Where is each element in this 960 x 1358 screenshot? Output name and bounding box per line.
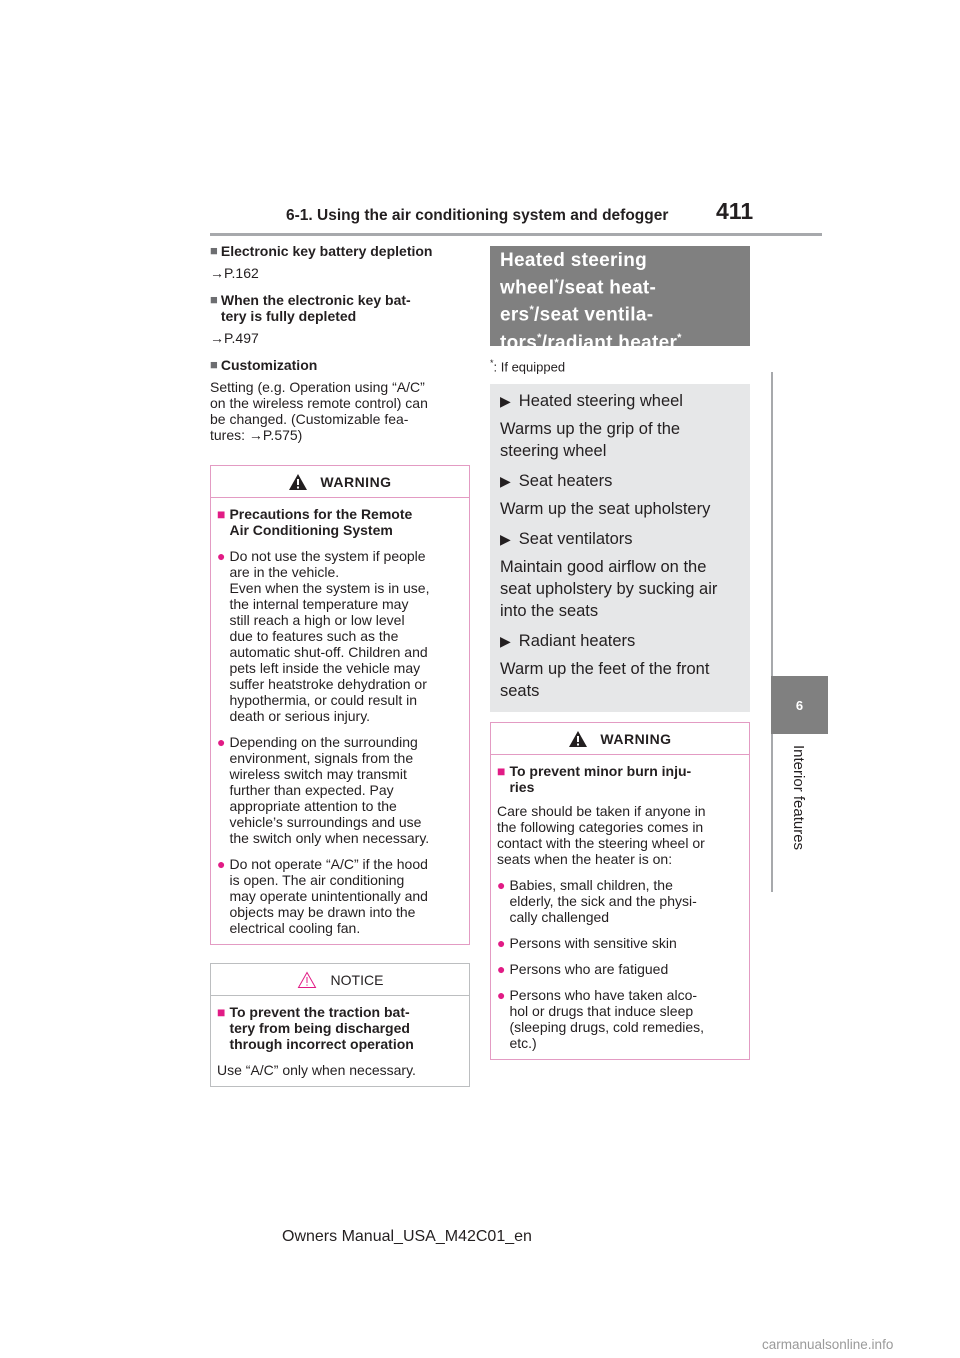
feature-title xyxy=(500,528,740,550)
feature-desc xyxy=(500,498,740,520)
text-line: hol or drugs that induce sleep xyxy=(509,1003,694,1020)
text-line: the internal temperature may xyxy=(229,596,409,612)
text-line: contact with the steering wheel or xyxy=(497,835,705,852)
watermark: carmanualsonline.info xyxy=(762,1337,894,1352)
notice-header xyxy=(211,964,469,996)
text-line: To prevent the traction bat- xyxy=(229,1004,410,1020)
sidebar-rule xyxy=(771,372,773,892)
footnote-text: : If equipped xyxy=(493,359,566,375)
banner-text: wheel xyxy=(500,277,555,299)
text-line: ries xyxy=(509,779,535,796)
asterisk: * xyxy=(677,331,682,344)
text-line: are in the vehicle. xyxy=(229,564,340,580)
bullet-text xyxy=(509,877,696,925)
text-line: Babies, small children, the xyxy=(509,877,673,894)
page-reference: →P.162 xyxy=(210,265,259,281)
text-line: into the seats xyxy=(500,602,599,621)
customization-text xyxy=(210,379,470,443)
asterisk: * xyxy=(537,331,542,344)
text-line: be changed. (Customizable fea- xyxy=(210,411,409,427)
text-line: pets left inside the vehicle may xyxy=(229,660,421,676)
text-line: vehicle’s surroundings and use xyxy=(229,814,422,830)
warning-bullet xyxy=(497,877,743,925)
text-line: steering wheel xyxy=(500,442,607,461)
banner-line: Heated steering xyxy=(500,250,648,271)
text-line: tery from being discharged xyxy=(229,1020,410,1036)
chapter-label: Interior features xyxy=(790,745,807,851)
section-title-line: tery is fully depleted xyxy=(220,308,357,324)
text-line: seats xyxy=(500,682,540,701)
text-line: Care should be taken if anyone in xyxy=(497,803,706,820)
section-title: Electronic key battery depletion xyxy=(220,243,433,259)
text-line: Warm up the seat upholstery xyxy=(500,500,711,519)
text-line: may operate unintentionally and xyxy=(229,888,428,904)
warning-bullet xyxy=(497,987,743,1051)
caution-triangle-icon xyxy=(297,971,317,989)
notice-label: NOTICE xyxy=(330,971,384,988)
banner-text: ers xyxy=(500,304,530,326)
text-line: Warm up the feet of the front xyxy=(500,660,710,679)
warning-bullet xyxy=(497,935,743,951)
asterisk: * xyxy=(490,358,494,368)
text-line: appropriate attention to the xyxy=(229,798,397,814)
text-line: Setting (e.g. Operation using “A/C” xyxy=(210,379,425,395)
square-bullet-icon: ■ xyxy=(217,506,226,522)
text-line: elderly, the sick and the physi- xyxy=(509,893,697,910)
footnote xyxy=(490,358,750,374)
warning-label: WARNING xyxy=(320,473,392,490)
text-line: is open. The air conditioning xyxy=(229,872,405,888)
chapter-label-wrap xyxy=(790,745,810,865)
warning-body xyxy=(211,498,469,944)
page-number: 411 xyxy=(716,198,754,224)
feature-title-text: Seat ventilators xyxy=(518,530,633,549)
triangle-bullet-icon: ▶ xyxy=(500,531,511,548)
warning-subhead-text xyxy=(509,763,691,795)
feature-title-text: Heated steering wheel xyxy=(518,392,683,411)
dot-bullet-icon: ● xyxy=(217,734,226,750)
warning-header xyxy=(491,723,749,755)
asterisk: * xyxy=(554,277,559,289)
bullet-text: Persons who are fatigued xyxy=(509,961,669,978)
text-line: suffer heatstroke dehydration or xyxy=(229,676,427,692)
banner-line xyxy=(500,272,740,299)
banner-text: /seat heat- xyxy=(558,277,657,299)
text-line: environment, signals from the xyxy=(229,750,414,766)
warning-header xyxy=(211,466,469,498)
warning-bullet xyxy=(497,961,743,977)
text-line: further than expected. Pay xyxy=(229,782,394,798)
text-line: automatic shut-off. Children and xyxy=(229,644,428,660)
banner-text: tors xyxy=(500,331,538,353)
dot-bullet-icon: ● xyxy=(497,961,506,978)
text-line: Do not use the system if people xyxy=(229,548,426,564)
section-title: Customization xyxy=(220,357,318,373)
text-line: seats when the heater is on: xyxy=(497,851,673,868)
bullet-text: Persons with sensitive skin xyxy=(509,935,677,952)
bullet-text xyxy=(229,548,429,724)
banner-text: /seat ventila- xyxy=(534,304,654,326)
feature-title xyxy=(500,390,740,412)
text-line: seat upholstery by sucking air xyxy=(500,580,718,599)
text-line: wireless switch may transmit xyxy=(229,766,407,782)
dot-bullet-icon: ● xyxy=(497,935,506,952)
section-customization xyxy=(210,357,470,373)
chapter-tab xyxy=(771,676,828,734)
square-bullet-icon: ■ xyxy=(217,1004,226,1020)
feature-desc xyxy=(500,556,740,622)
warning-subhead xyxy=(217,506,463,538)
text-line: Precautions for the Remote xyxy=(229,506,413,522)
left-column xyxy=(210,243,470,1087)
warning-intro xyxy=(497,803,743,867)
triangle-bullet-icon: ▶ xyxy=(500,633,511,650)
text-line: death or serious injury. xyxy=(229,708,371,724)
text-line: Even when the system is in use, xyxy=(229,580,430,596)
text-line: on the wireless remote control) can xyxy=(210,395,428,411)
warning-subhead-text xyxy=(229,506,412,538)
chapter-number: 6 xyxy=(795,697,804,713)
dot-bullet-icon: ● xyxy=(217,548,226,564)
text-line: cally challenged xyxy=(509,909,610,926)
notice-body xyxy=(211,996,469,1086)
features-panel xyxy=(490,384,750,712)
warning-triangle-icon xyxy=(288,473,308,491)
feature-desc xyxy=(500,658,740,702)
square-bullet-icon: ■ xyxy=(497,763,506,780)
bullet-text xyxy=(229,734,429,846)
feature-title-text: Radiant heaters xyxy=(518,632,636,651)
text-line: To prevent minor burn inju- xyxy=(509,763,692,780)
warning-triangle-icon xyxy=(568,730,588,748)
banner-line xyxy=(500,327,740,354)
text-line: electrical cooling fan. xyxy=(229,920,361,936)
triangle-bullet-icon: ▶ xyxy=(500,473,511,490)
section-key-fully-depleted xyxy=(210,292,470,324)
notice-subhead-text xyxy=(229,1004,413,1052)
notice-text: Use “A/C” only when necessary. xyxy=(217,1062,416,1078)
page-reference: →P.497 xyxy=(210,330,259,346)
text-line: hypothermia, or could result in xyxy=(229,692,418,708)
square-bullet-icon: ■ xyxy=(210,243,218,258)
text-line: tures: →P.575) xyxy=(210,427,303,443)
text-line: (sleeping drugs, cold remedies, xyxy=(509,1019,705,1036)
text-line: Warms up the grip of the xyxy=(500,420,681,439)
section-banner xyxy=(490,246,750,353)
square-bullet-icon: ■ xyxy=(210,357,218,372)
notice-box xyxy=(210,963,470,1087)
warning-subhead xyxy=(497,763,743,795)
bullet-text xyxy=(509,987,704,1051)
header-rule xyxy=(210,233,822,236)
right-column xyxy=(490,246,750,1060)
text-line: the switch only when necessary. xyxy=(229,830,430,846)
square-bullet-icon: ■ xyxy=(210,292,218,307)
warning-box-burn xyxy=(490,722,750,1060)
text-line: Depending on the surrounding xyxy=(229,734,418,750)
feature-desc xyxy=(500,418,740,462)
section-title xyxy=(221,292,411,324)
triangle-bullet-icon: ▶ xyxy=(500,393,511,410)
warning-bullet xyxy=(217,734,463,846)
banner-text: /radiant heater xyxy=(541,331,678,353)
warning-bullet xyxy=(217,856,463,936)
dot-bullet-icon: ● xyxy=(217,856,226,872)
text-line: etc.) xyxy=(509,1035,537,1052)
text-line: Persons who have taken alco- xyxy=(509,987,698,1004)
text-line: still reach a high or low level xyxy=(229,612,405,628)
text-line: due to features such as the xyxy=(229,628,399,644)
text-line: Do not operate “A/C” if the hood xyxy=(229,856,428,872)
bullet-text xyxy=(229,856,427,936)
text-line: the following categories comes in xyxy=(497,819,704,836)
warning-box-remote-ac xyxy=(210,465,470,945)
text-line: Air Conditioning System xyxy=(229,522,393,538)
footer-text: Owners Manual_USA_M42C01_en xyxy=(282,1228,532,1245)
text-line: Maintain good airflow on the xyxy=(500,558,707,577)
notice-subhead xyxy=(217,1004,463,1052)
section-title-line: When the electronic key bat- xyxy=(220,292,411,308)
feature-title xyxy=(500,470,740,492)
warning-body xyxy=(491,755,749,1059)
asterisk: * xyxy=(529,304,535,317)
banner-line xyxy=(500,299,740,326)
feature-title xyxy=(500,630,740,652)
header-title: 6-1. Using the air conditioning system and defogger xyxy=(286,207,669,224)
feature-title-text: Seat heaters xyxy=(518,472,613,491)
text-line: through incorrect operation xyxy=(229,1036,414,1052)
dot-bullet-icon: ● xyxy=(497,877,506,894)
warning-bullet xyxy=(217,548,463,724)
section-electronic-key-depletion xyxy=(210,243,470,259)
text-line: objects may be drawn into the xyxy=(229,904,416,920)
warning-label: WARNING xyxy=(600,730,672,747)
dot-bullet-icon: ● xyxy=(497,987,506,1004)
